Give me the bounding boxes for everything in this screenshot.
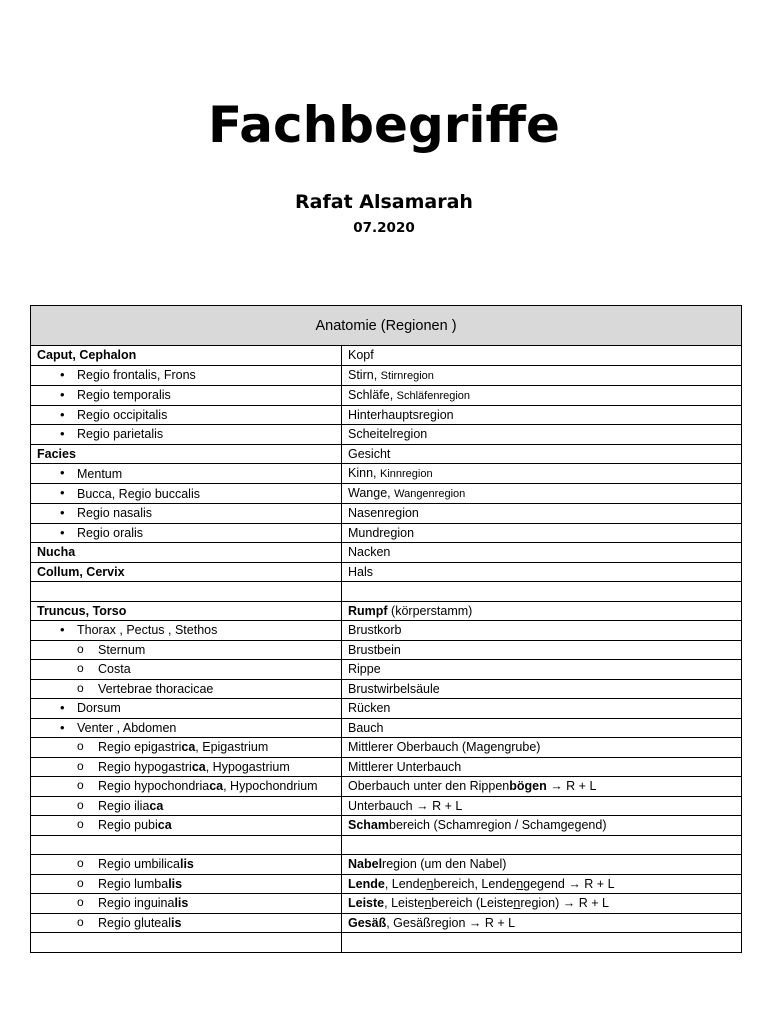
table-row (31, 523, 742, 543)
german-term-main: Schläfe, (348, 387, 394, 402)
german-term-c1: , Lende (384, 876, 427, 891)
german-term-c: , Gesäßregion → R + L (386, 915, 516, 930)
german-term-detail: Schläfenregion (396, 389, 471, 402)
latin-term: • Mentum (31, 464, 342, 484)
latin-term: • Regio temporalis (31, 385, 342, 405)
latin-term-a: Regio gluteal (98, 915, 171, 930)
table-row (31, 679, 742, 699)
german-term-a: Oberbauch unter den Rippen (348, 779, 510, 794)
latin-term-ending: lis (174, 896, 189, 911)
latin-term: • Venter , Abdomen (31, 718, 342, 738)
german-term: Hals (342, 562, 742, 582)
german-term: Scheitelregion (342, 425, 742, 445)
german-term (342, 484, 742, 504)
table-row-empty (31, 582, 742, 602)
german-term: Gesicht (342, 444, 742, 464)
german-term (342, 874, 742, 894)
table-header-row (31, 306, 742, 346)
german-term: Rippe (342, 660, 742, 680)
german-term (342, 777, 742, 797)
table-row (31, 855, 742, 875)
table-row (31, 777, 742, 797)
latin-term-a: Regio epigastri (98, 740, 182, 755)
latin-term: • Regio frontalis, Frons (31, 365, 342, 385)
latin-term-a: Regio hypogastri (98, 759, 192, 774)
latin-term: Nucha (31, 543, 342, 563)
latin-term-c: , Hypochondrium (223, 779, 318, 794)
latin-term: Collum, Cervix (31, 562, 342, 582)
empty-cell (342, 933, 742, 953)
latin-term-ending: ca (209, 779, 224, 794)
german-term-bold: Rumpf (348, 603, 388, 618)
latin-term-ending: ca (181, 740, 196, 755)
german-term-bold: bögen (509, 779, 547, 794)
table-row (31, 796, 742, 816)
latin-term: • Regio oralis (31, 523, 342, 543)
german-term-underlined: n (516, 876, 524, 891)
terms-table (30, 305, 742, 953)
latin-term-a: Regio ilia (98, 798, 150, 813)
german-term-underlined: n (424, 896, 432, 911)
table-row (31, 346, 742, 366)
german-term-detail: (körperstamm) (387, 603, 473, 618)
latin-term: o Vertebrae thoracicae (31, 679, 342, 699)
table-header: Anatomie (Regionen ) (31, 306, 742, 346)
latin-term-ending: lis (168, 876, 183, 891)
german-term-underlined: n (513, 896, 521, 911)
table-row (31, 425, 742, 445)
german-term (342, 855, 742, 875)
latin-term: Truncus, Torso (31, 601, 342, 621)
german-term-c2: bereich, Lende (433, 876, 517, 891)
german-term (342, 385, 742, 405)
empty-cell (342, 835, 742, 855)
german-term (342, 601, 742, 621)
latin-term-a: Regio inguina (98, 896, 175, 911)
german-term: Nasenregion (342, 504, 742, 524)
latin-term-ending: ca (157, 818, 172, 833)
latin-term (31, 738, 342, 758)
empty-cell (31, 933, 342, 953)
latin-term: o Sternum (31, 640, 342, 660)
latin-term (31, 913, 342, 933)
table-row (31, 757, 742, 777)
table-row (31, 718, 742, 738)
table-row (31, 699, 742, 719)
german-term-underlined: n (426, 876, 434, 891)
german-term: Brustwirbelsäule (342, 679, 742, 699)
table-row-empty (31, 933, 742, 953)
latin-term: • Thorax , Pectus , Stethos (31, 621, 342, 641)
latin-term-ending: is (170, 915, 182, 930)
latin-term (31, 796, 342, 816)
german-term: Mittlerer Unterbauch (342, 757, 742, 777)
latin-term: Caput, Cephalon (31, 346, 342, 366)
latin-term (31, 757, 342, 777)
german-term (342, 464, 742, 484)
german-term: Unterbauch → R + L (342, 796, 742, 816)
latin-term: • Bucca, Regio buccalis (31, 484, 342, 504)
latin-term: o Costa (31, 660, 342, 680)
table-row (31, 816, 742, 836)
german-term (342, 365, 742, 385)
german-term (342, 913, 742, 933)
latin-term-a: Regio hypochondria (98, 779, 210, 794)
german-term-bold: Scham (348, 818, 389, 833)
german-term-detail: Wangenregion (394, 488, 466, 500)
german-term-main: Kinn, (348, 466, 377, 480)
empty-cell (31, 835, 342, 855)
latin-term: Facies (31, 444, 342, 464)
empty-cell (342, 582, 742, 602)
german-term: Rücken (342, 699, 742, 719)
document-date: 07.2020 (353, 220, 415, 236)
latin-term-a: Regio pubi (98, 818, 158, 833)
latin-term-a: Regio umbilica (98, 857, 180, 872)
latin-term (31, 855, 342, 875)
latin-term-ending: lis (179, 857, 194, 872)
latin-term-a: Regio lumba (98, 876, 169, 891)
german-term (342, 816, 742, 836)
table-row (31, 504, 742, 524)
german-term-bold: Lende (348, 876, 385, 891)
german-term-bold: Leiste (348, 896, 385, 911)
german-term-bold: Gesäß (348, 915, 387, 930)
latin-term-c: , Hypogastrium (205, 759, 290, 774)
table-row (31, 405, 742, 425)
german-term: Hinterhauptsregion (342, 405, 742, 425)
table-row (31, 894, 742, 914)
latin-term-ending: ca (149, 798, 164, 813)
german-term: Brustbein (342, 640, 742, 660)
latin-term (31, 874, 342, 894)
latin-term-ending: ca (191, 759, 206, 774)
german-term-c1: , Leiste (384, 896, 425, 911)
german-term-c: → R + L (546, 779, 597, 794)
document-title: Fachbegriffe (208, 96, 560, 154)
table-row-empty (31, 835, 742, 855)
latin-term (31, 894, 342, 914)
german-term: Kopf (342, 346, 742, 366)
table-row (31, 562, 742, 582)
german-term: Brustkorb (342, 621, 742, 641)
german-term-c3: gegend → R + L (523, 876, 615, 891)
author-name: Rafat Alsamarah (295, 191, 473, 213)
table-row (31, 365, 742, 385)
german-term: Mittlerer Oberbauch (Magengrube) (342, 738, 742, 758)
german-term: Mundregion (342, 523, 742, 543)
german-term: Nacken (342, 543, 742, 563)
table-row (31, 484, 742, 504)
table-row (31, 621, 742, 641)
table-row (31, 660, 742, 680)
latin-term-c: , Epigastrium (195, 740, 269, 755)
german-term-bold: Nabel (348, 857, 383, 872)
table-row (31, 640, 742, 660)
table-row (31, 543, 742, 563)
latin-term (31, 816, 342, 836)
german-term (342, 894, 742, 914)
latin-term (31, 777, 342, 797)
empty-cell (31, 582, 342, 602)
latin-term: • Dorsum (31, 699, 342, 719)
german-term-c2: bereich (Leiste (431, 896, 514, 911)
german-term-c: region (um den Nabel) (382, 857, 507, 872)
table-row (31, 874, 742, 894)
latin-term: • Regio occipitalis (31, 405, 342, 425)
german-term-main: Wange, (348, 486, 391, 500)
table-row (31, 601, 742, 621)
german-term: Bauch (342, 718, 742, 738)
table-row (31, 385, 742, 405)
latin-term: • Regio parietalis (31, 425, 342, 445)
table-row (31, 464, 742, 484)
german-term-c: bereich (Schamregion / Schamgegend) (389, 818, 607, 833)
german-term-c3: region) → R + L (520, 896, 609, 911)
latin-term: • Regio nasalis (31, 504, 342, 524)
german-term-detail: Kinnregion (379, 468, 433, 480)
table-row (31, 913, 742, 933)
table-row (31, 444, 742, 464)
table-row (31, 738, 742, 758)
german-term-detail: Stirnregion (380, 369, 434, 382)
german-term-main: Stirn, (348, 367, 378, 382)
